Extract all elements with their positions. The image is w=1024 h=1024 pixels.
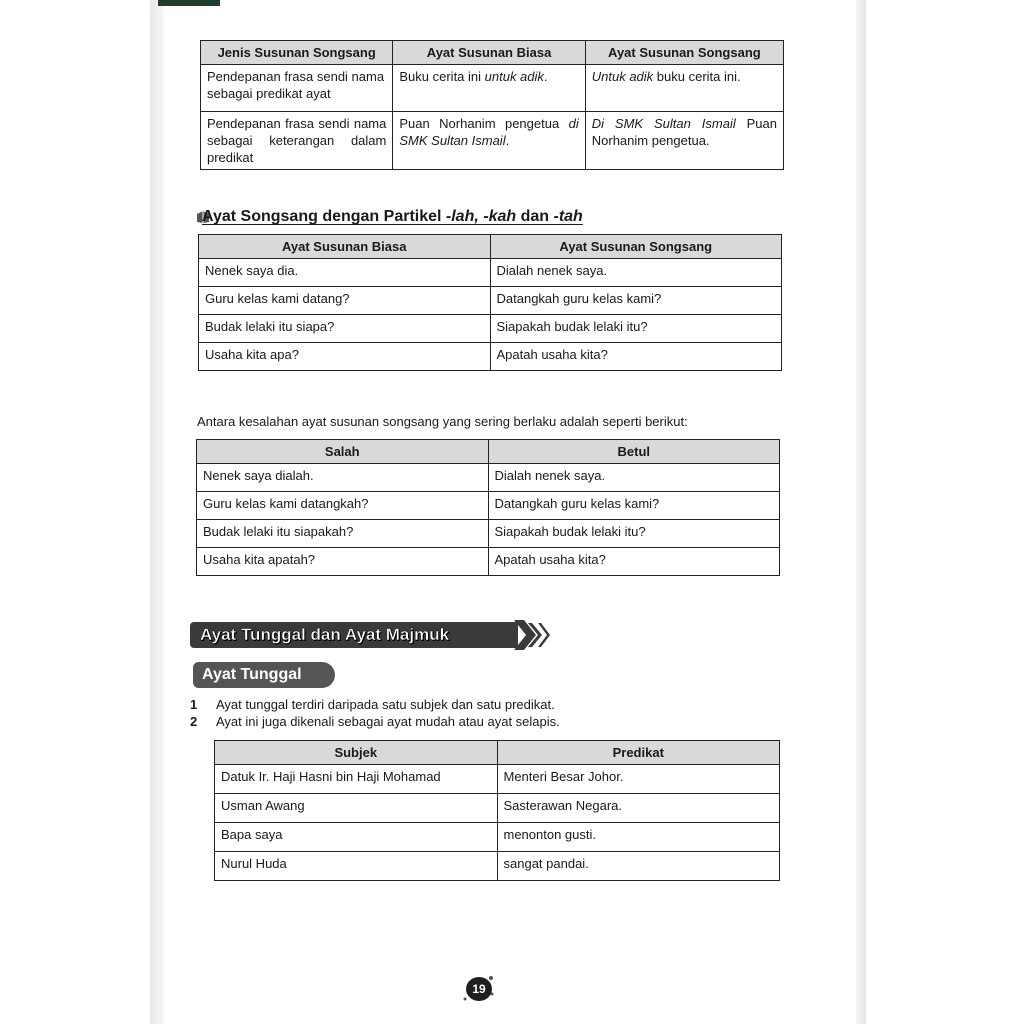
table-cell: Guru kelas kami datangkah? (197, 492, 489, 520)
intro-kesalahan: Antara kesalahan ayat susunan songsang yang sering berlaku adalah seperti berikut: (197, 414, 688, 429)
table-row (215, 823, 780, 852)
table-cell (585, 112, 783, 170)
cell-text-italic: di SMK Sultan Ismail (399, 116, 579, 148)
table-header-cell: Jenis Susunan Songsang (201, 41, 393, 65)
list-number: 1 (190, 697, 198, 712)
table-row (199, 287, 782, 315)
chevron-right-icon (514, 620, 550, 650)
table-cell: Nenek saya dialah. (197, 464, 489, 492)
table-cell: Pendepanan frasa sendi nama sebagai keterangan dalam predikat (201, 112, 393, 170)
list-text: Ayat ini juga dikenali sebagai ayat mudah atau ayat selapis. (216, 714, 560, 729)
table-cell: Datuk Ir. Haji Hasni bin Haji Mohamad (215, 765, 498, 794)
cell-text: buku cerita ini. (653, 69, 741, 84)
cell-text-italic: Untuk adik (591, 69, 654, 84)
table-header-cell: Predikat (497, 741, 780, 765)
table-row (197, 548, 780, 576)
table-header-cell: Betul (488, 440, 780, 464)
table-row (197, 492, 780, 520)
cell-text: Puan Norhanim pengetua. (591, 116, 777, 148)
table-row (215, 852, 780, 881)
table-cell: Usaha kita apa? (199, 343, 491, 371)
table-header-row (199, 235, 782, 259)
table-cell: Guru kelas kami datang? (199, 287, 491, 315)
table-row (197, 520, 780, 548)
table-cell: Siapakah budak lelaki itu? (488, 520, 780, 548)
table-subjek-predikat (214, 740, 780, 881)
table-jenis-susunan (200, 40, 784, 170)
page-margin-right (860, 0, 1024, 1024)
table-cell (585, 65, 783, 112)
table-header-cell: Subjek (215, 741, 498, 765)
table-header-cell: Ayat Susunan Songsang (585, 41, 783, 65)
table-row (199, 315, 782, 343)
numbered-list (190, 696, 560, 730)
cell-text: Buku cerita ini (399, 69, 485, 84)
table-cell: Sasterawan Negara. (497, 794, 780, 823)
page-number: 19 (466, 977, 492, 1001)
top-color-strip (158, 0, 220, 6)
table-cell: sangat pandai. (497, 852, 780, 881)
table-cell: Usaha kita apatah? (197, 548, 489, 576)
table-header-cell: Ayat Susunan Biasa (393, 41, 585, 65)
list-item (190, 696, 560, 713)
table-header-cell: Salah (197, 440, 489, 464)
table-row (215, 765, 780, 794)
table-row (201, 65, 784, 112)
heading-text: Ayat Songsang dengan Partikel (202, 208, 446, 225)
table-cell: menonton gusti. (497, 823, 780, 852)
table-header-row (197, 440, 780, 464)
list-item (190, 713, 560, 730)
table-partikel (198, 234, 782, 371)
table-cell: Budak lelaki itu siapa? (199, 315, 491, 343)
page-edge-shadow (856, 0, 866, 1024)
table-row (215, 794, 780, 823)
table-header-cell: Ayat Susunan Songsang (490, 235, 782, 259)
table-cell: Bapa saya (215, 823, 498, 852)
cell-text: . (543, 69, 548, 84)
cell-text-italic: Di SMK Sultan Ismail (591, 116, 736, 131)
heading-particle: -lah, -kah (445, 208, 517, 225)
list-text: Ayat tunggal terdiri daripada satu subjek dan satu predikat. (216, 697, 555, 712)
table-cell: Dialah nenek saya. (488, 464, 780, 492)
cell-text: Puan Norhanim pengetua (399, 116, 569, 131)
table-cell: Siapakah budak lelaki itu? (490, 315, 782, 343)
cell-text-italic: untuk adik (484, 69, 544, 84)
table-header-row (201, 41, 784, 65)
banner-ayat-tunggal: Ayat Tunggal (193, 662, 335, 688)
table-cell (393, 65, 585, 112)
table-cell: Dialah nenek saya. (490, 259, 782, 287)
page-gutter-shadow (150, 0, 164, 1024)
table-cell: Nenek saya dia. (199, 259, 491, 287)
table-cell: Apatah usaha kita? (490, 343, 782, 371)
table-header-row (215, 741, 780, 765)
table-cell: Menteri Besar Johor. (497, 765, 780, 794)
table-row (199, 259, 782, 287)
table-cell: Nurul Huda (215, 852, 498, 881)
table-cell: Pendepanan frasa sendi nama sebagai predikat ayat (201, 65, 393, 112)
table-kesalahan (196, 439, 780, 576)
banner-ayat-tunggal-majmuk: Ayat Tunggal dan Ayat Majmuk (190, 622, 518, 648)
cell-text: . (505, 133, 510, 148)
table-row (197, 464, 780, 492)
table-row (201, 112, 784, 170)
table-cell: Apatah usaha kita? (488, 548, 780, 576)
heading-particle: -tah (553, 208, 583, 225)
section-heading-partikel (202, 208, 583, 226)
list-number: 2 (190, 714, 198, 729)
table-cell (393, 112, 585, 170)
heading-text: dan (516, 208, 554, 225)
table-row (199, 343, 782, 371)
table-header-cell: Ayat Susunan Biasa (199, 235, 491, 259)
table-cell: Datangkah guru kelas kami? (488, 492, 780, 520)
page-margin-left (0, 0, 158, 1024)
table-cell: Datangkah guru kelas kami? (490, 287, 782, 315)
table-cell: Usman Awang (215, 794, 498, 823)
table-cell: Budak lelaki itu siapakah? (197, 520, 489, 548)
